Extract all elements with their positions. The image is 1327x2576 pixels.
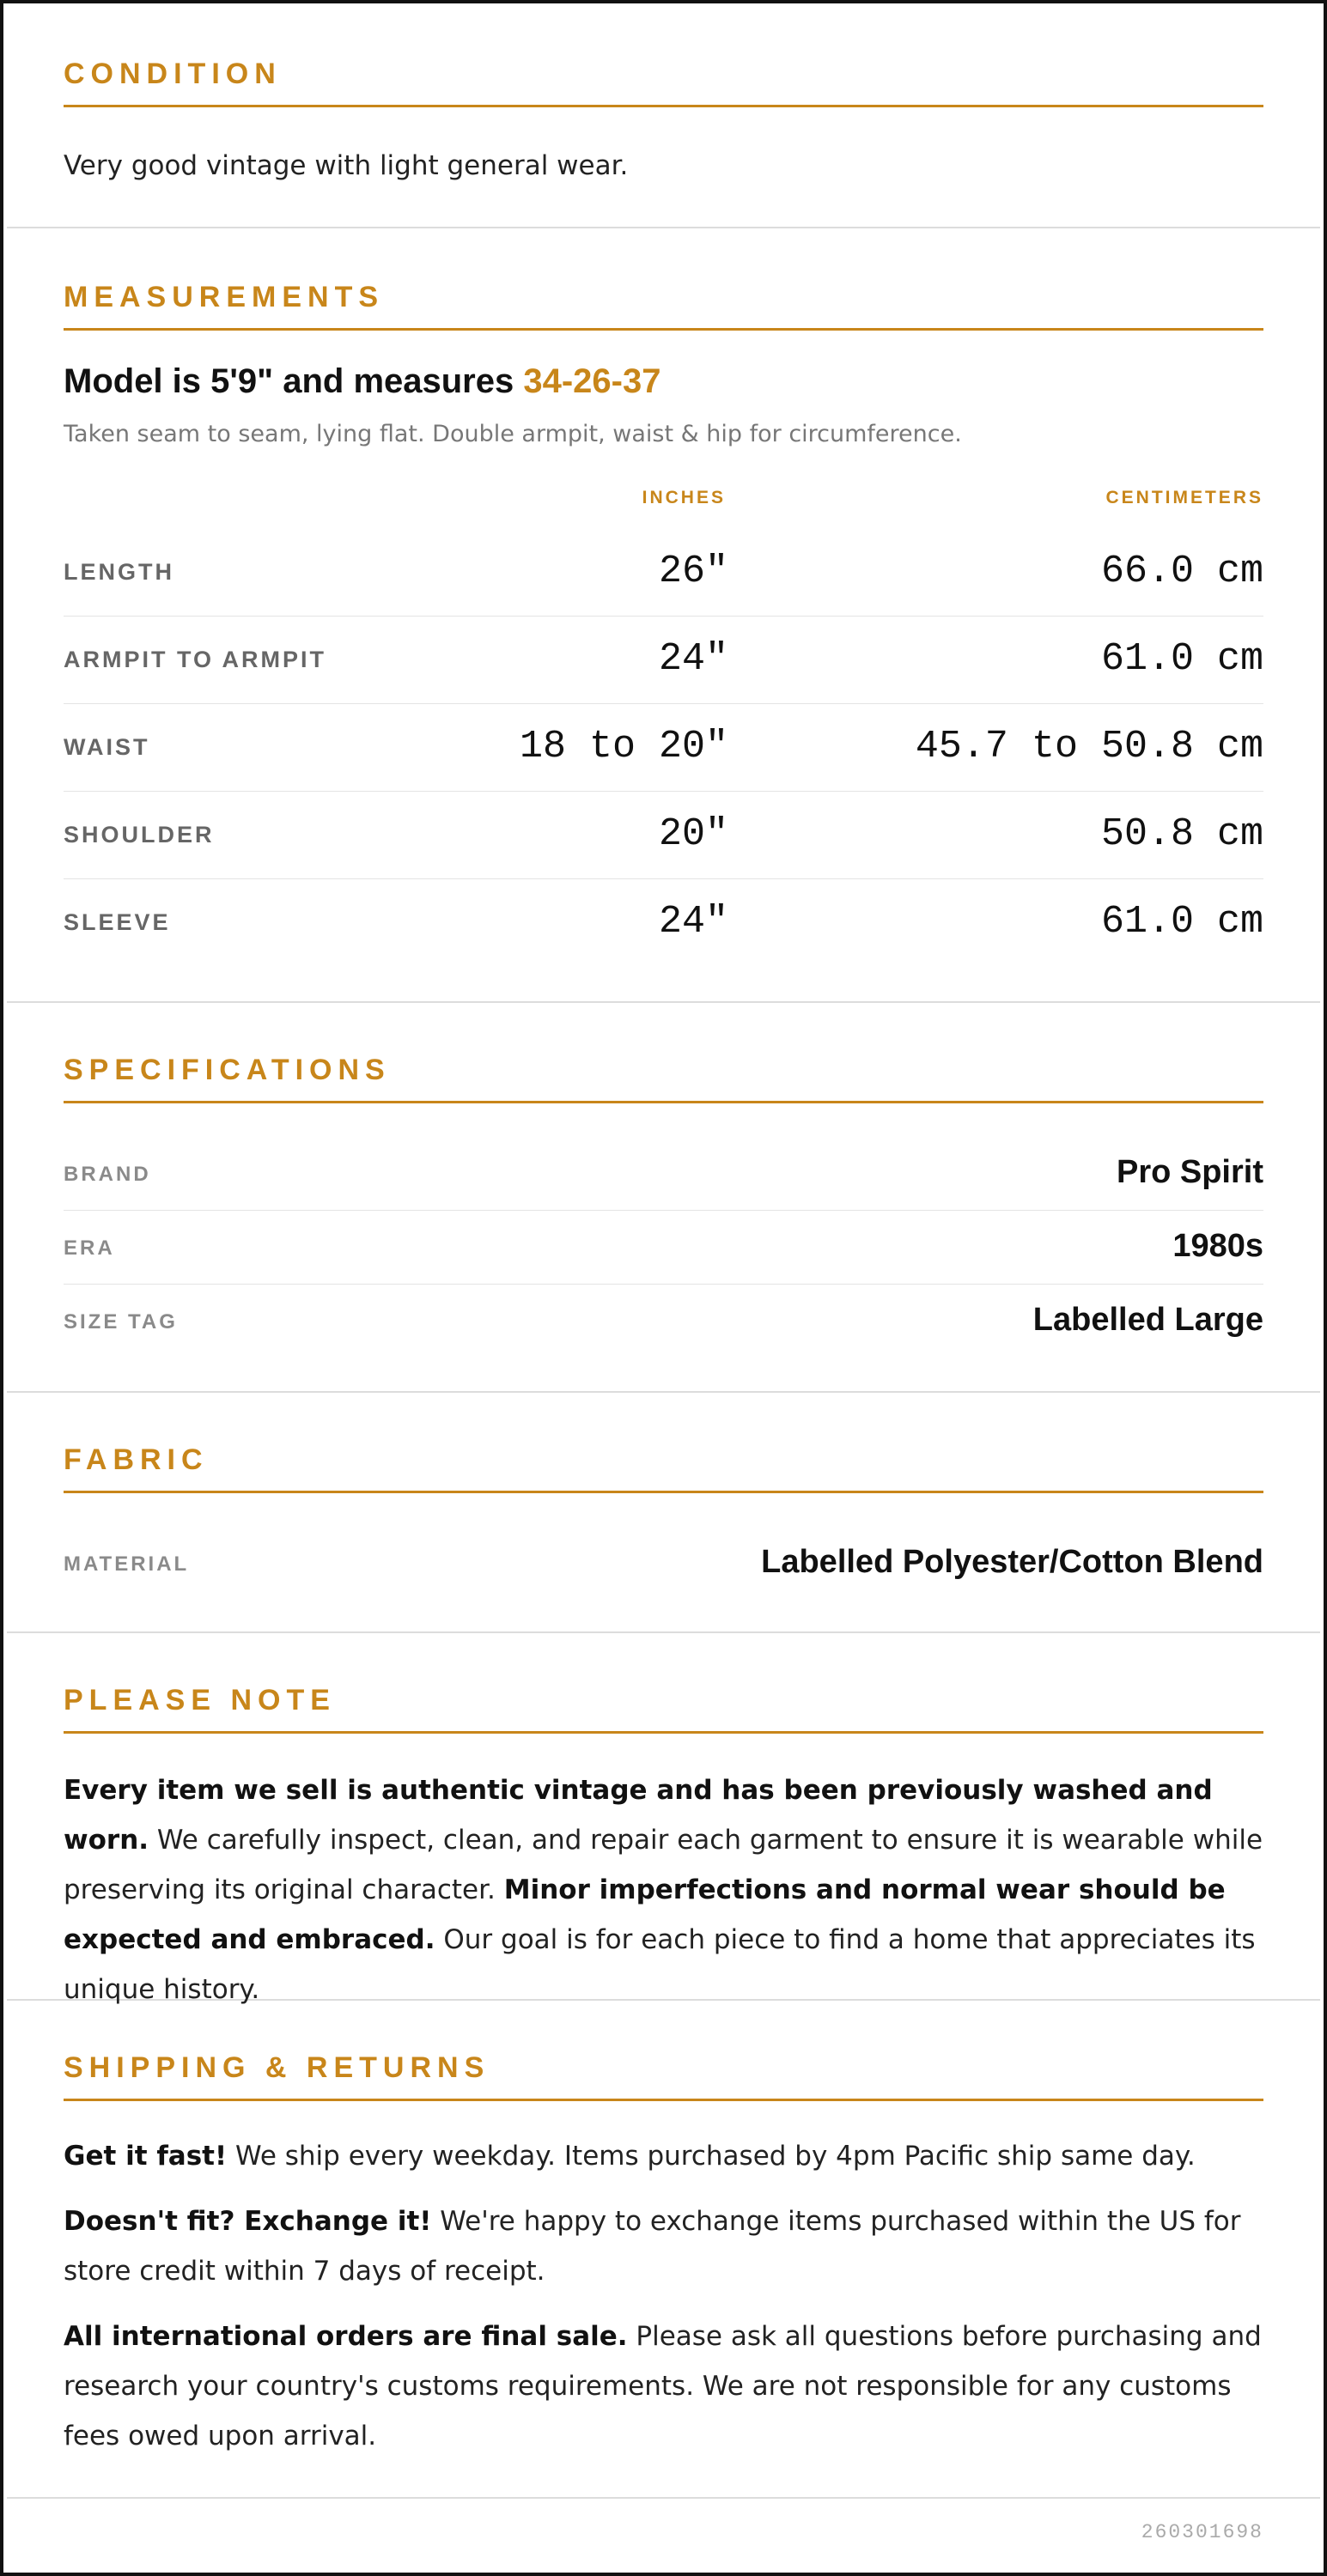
specifications-heading: SPECIFICATIONS [64,1054,391,1086]
measurement-inches: 24" [658,900,728,944]
note-bold-2: Minor imperfections and normal wear should be expected and embraced. [64,1874,1226,1955]
shipping-text-1: We ship every weekday. Items purchased by 4pm Pacific ship same day. [227,2141,1196,2172]
fabric-label: MATERIAL [64,1552,190,1576]
measurement-inches: 24" [658,637,728,681]
note-text-2: Our goal is for each piece to find a home that appreciates its unique history. [64,1924,1256,2005]
measurement-inches: 18 to 20" [519,725,728,769]
spec-value: Labelled Large [1032,1302,1263,1338]
measurement-label: ARMPIT TO ARMPIT [64,647,326,672]
spec-label: ERA [64,1236,115,1260]
shipping-bold-3: All international orders are final sale. [64,2321,628,2352]
shipping-paragraph-1 [64,2131,1263,2181]
shipping-heading: SHIPPING & RETURNS [64,2051,490,2084]
measurement-label: WAIST [64,734,150,760]
shipping-bold-1: Get it fast! [64,2141,228,2172]
spec-value: Pro Spirit [1116,1154,1263,1190]
measurements-note: Taken seam to seam, lying flat. Double armpit, waist & hip for circumference. [64,421,962,447]
model-prefix: Model is 5'9" and measures [64,362,524,400]
measurement-label: SLEEVE [64,909,171,935]
shipping-bold-2: Doesn't fit? Exchange it! [64,2206,432,2237]
measurement-label: SHOULDER [64,822,215,848]
please-note-heading: PLEASE NOTE [64,1684,336,1716]
shipping-paragraph-2 [64,2196,1263,2296]
condition-heading: CONDITION [64,58,282,90]
fabric-heading: FABRIC [64,1443,209,1476]
shipping-rule [64,2099,1263,2101]
condition-text: Very good vintage with light general wear. [64,150,629,181]
shipping-text-2: We're happy to exchange items purchased within the US for store credit within 7 days of receipt. [64,2206,1241,2287]
column-header-centimeters: CENTIMETERS [1105,488,1263,507]
shipping-section [7,7,1320,2499]
measurement-label: LENGTH [64,559,174,585]
measurement-cm: 45.7 to 50.8 cm [915,725,1263,769]
measurements-heading: MEASUREMENTS [64,281,385,313]
fabric-value: Labelled Polyester/Cotton Blend [761,1544,1263,1580]
spec-value: 1980s [1172,1228,1263,1264]
note-bold-1: Every item we sell is authentic vintage and has been previously washed and worn. [64,1775,1213,1856]
column-header-inches: INCHES [642,488,726,507]
spec-label: BRAND [64,1163,151,1186]
model-measures-value: 34-26-37 [523,362,661,400]
measurement-cm: 61.0 cm [1100,637,1263,681]
measurement-cm: 61.0 cm [1100,900,1263,944]
sku-number: 260301698 [1141,2521,1263,2543]
spec-label: SIZE TAG [64,1310,178,1334]
measurement-inches: 20" [658,812,728,856]
measurement-cm: 50.8 cm [1100,812,1263,856]
measurement-cm: 66.0 cm [1100,550,1263,593]
note-text-1: We carefully inspect, clean, and repair each garment to ensure it is wearable while preserving its original character. [64,1825,1263,1905]
measurement-inches: 26" [658,550,728,593]
shipping-paragraph-3 [64,2312,1263,2461]
shipping-text-3: Please ask all questions before purchasing and research your country's customs requirements. We are not responsible for any customs fees owed upon arrival. [64,2321,1262,2451]
